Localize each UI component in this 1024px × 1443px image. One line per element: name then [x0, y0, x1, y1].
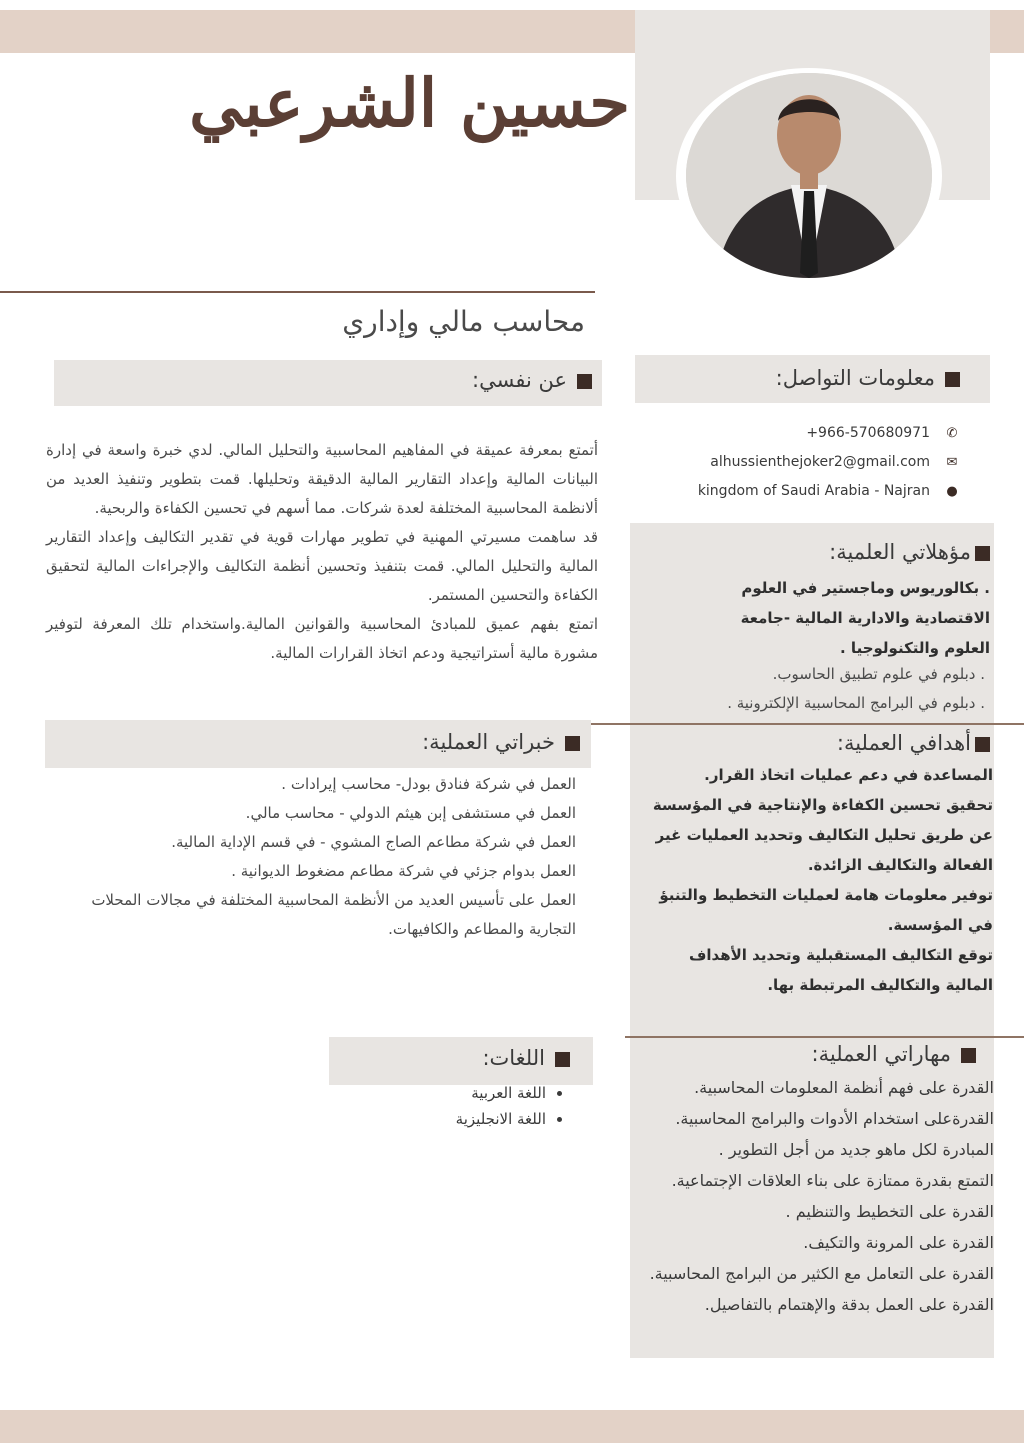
list-item: . دبلوم في البرامج المحاسبية الإلكترونية . [727, 694, 985, 712]
contact-email: alhussienthejoker2@gmail.com ✉ [640, 448, 960, 477]
location-icon: ● [946, 484, 958, 499]
list-item: العمل على تأسيس العديد من الأنظمة المحاسبية المختلفة في مجالات المحلات التجارية والمطاعم والكافيهات. [91, 891, 576, 938]
paragraph: اتمتع بفهم عميق للمبادئ المحاسبية والقوانين المالية.واستخدام تلك المعرفة لتوفير مشورة مالية أستراتيجية ودعم اتخاذ القرارات المالية. [46, 615, 598, 662]
square-bullet-icon [565, 736, 580, 751]
skills-list [632, 1072, 994, 1320]
experience-heading: خبراتي العملية: [60, 730, 580, 754]
list-item: توقع التكاليف المستقبلية وتحديد الأهداف المالية والتكاليف المرتبطة بها. [688, 946, 993, 994]
list-item: تحقيق تحسين الكفاءة والإنتاجية في المؤسسة عن طريق تحليل التكاليف وتحديد العمليات غير الفعالة والتكاليف الزائدة. [652, 796, 993, 874]
skills-heading: مهاراتي العملية: [640, 1042, 976, 1066]
divider [625, 1036, 1024, 1038]
goals-heading: أهدافي العملية: [640, 731, 990, 755]
square-bullet-icon [945, 372, 960, 387]
bottom-band [0, 1410, 1024, 1443]
square-bullet-icon [975, 737, 990, 752]
experience-list [80, 770, 576, 944]
list-item: المساعدة في دعم عمليات اتخاذ القرار. [704, 766, 993, 784]
job-title: محاسب مالي وإداري [342, 305, 585, 338]
qualifications-heading: مؤهلاتي العلمية: [640, 540, 990, 564]
list-item: العمل في شركة فنادق بودل- محاسب إيرادات . [281, 775, 576, 793]
goals-list [640, 760, 993, 1000]
phone-icon: ✆ [946, 426, 958, 441]
list-item: العمل بدوام جزئي في شركة مطاعم مضغوط الديوانية . [231, 862, 576, 880]
top-band [0, 10, 635, 53]
contact-list [640, 419, 960, 506]
contact-location: kingdom of Saudi Arabia - Najran ● [640, 477, 960, 506]
list-item: القدرة على العمل بدقة والإهتمام بالتفاصيل. [704, 1295, 994, 1314]
about-text [46, 436, 598, 668]
top-band-right [990, 10, 1024, 53]
qualifications-list [640, 660, 985, 718]
contact-heading: معلومات التواصل: [640, 366, 960, 390]
profile-photo [686, 73, 932, 278]
list-item: العمل في شركة مطاعم الصاج المشوي - في قسم الإداية المالية. [171, 833, 576, 851]
person-silhouette-icon [686, 73, 932, 278]
list-item: القدرة على فهم أنظمة المعلومات المحاسبية. [694, 1078, 994, 1097]
square-bullet-icon [555, 1052, 570, 1067]
paragraph: قد ساهمت مسيرتي المهنية في تطوير مهارات قوية في تقدير التكاليف وإعداد التقارير المالية والتحليل المالي. قمت بتنفيذ وتحسين أنظمة التكاليف والإجراءات المالية لتحقيق الكفاءة والتحسين المستمر. [46, 528, 598, 604]
mail-icon: ✉ [946, 455, 958, 470]
candidate-name: حسين الشرعبي [189, 64, 630, 142]
square-bullet-icon [975, 546, 990, 561]
list-item: القدرةعلى استخدام الأدوات والبرامج المحاسبية. [675, 1109, 994, 1128]
list-item: • اللغة العربية [380, 1080, 546, 1106]
square-bullet-icon [961, 1048, 976, 1063]
languages-list [380, 1080, 564, 1132]
list-item: توفير معلومات هامة لعمليات التخطيط والتنبؤ في المؤسسة. [659, 886, 993, 934]
square-bullet-icon [577, 374, 592, 389]
list-item: العمل في مستشفى إبن هيثم الدولي - محاسب مالي. [245, 804, 576, 822]
list-item: القدرة على التخطيط والتنظيم . [785, 1202, 994, 1221]
list-item: المبادرة لكل ماهو جديد من أجل التطوير . [718, 1140, 994, 1159]
about-heading: عن نفسي: [60, 368, 592, 392]
list-item: القدرة على التعامل مع الكثير من البرامج المحاسبية. [649, 1264, 994, 1283]
list-item: . دبلوم في علوم تطبيق الحاسوب. [772, 665, 985, 683]
list-item: التمتع بقدرة ممتازة على بناء العلاقات الإجتماعية. [671, 1171, 994, 1190]
list-item: • اللغة الانجليزية [380, 1106, 546, 1132]
list-item: القدرة على المرونة والتكيف. [803, 1233, 994, 1252]
paragraph: أتمتع بمعرفة عميقة في المفاهيم المحاسبية والتحليل المالي. لدي خبرة واسعة في إدارة البيانات المالية وإعداد التقارير المالية الدقيقة وتحليلها. قمت بتطوير وتنفيذ العديد من ألانظمة المحاسبية المختلفة لعدة شركات. مما أسهم في تحسين الكفاءة والربحية. [46, 441, 598, 517]
qualification-degree: . بكالوريوس وماجستير في العلوم الاقتصادية والادارية المالية -جامعة العلوم والتكنولوجيا . [740, 579, 990, 657]
divider [590, 723, 1024, 725]
contact-phone: +966-570680971 ✆ [640, 419, 960, 448]
divider [0, 291, 595, 293]
languages-heading: اللغات: [340, 1046, 570, 1070]
